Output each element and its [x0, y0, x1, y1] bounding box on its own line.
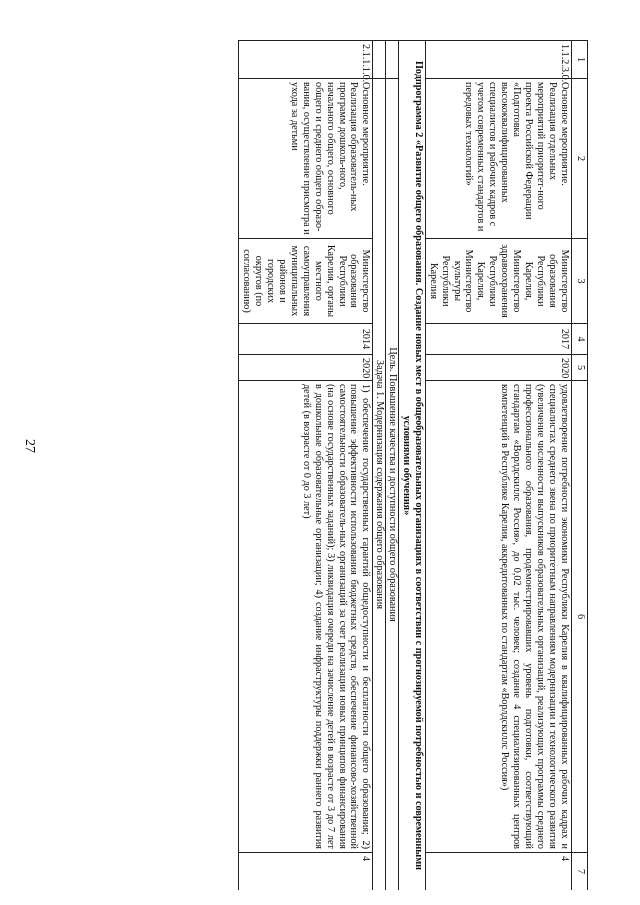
- row-measure-name: Основное мероприятие. Реализация отдельных мероприятий приоритет-ного проекта Российской Федерации «Подготовка высококвалифицированных специалистов и рабочих кадров с учетом современных стандартов и передовых технологий»: [425, 79, 571, 239]
- row-expected-result: удовлетворение потребности экономики Республики Карелия в квалифицированных рабочих кадрах и специалистах среднего звена по приоритетным направлениям модернизации и технологического развития (увеличение численности выпускников образовательных организаций, реализующих программы среднего профессионального образования, продемонстрировавших уровень подготовки, соответствующий стандартам «Ворлдскиллс Россия», до 0,02 тыс. человек; создание 4 специализированных центров компетенций в Республике Карелия, аккредитованных по стандартам «Ворлдскиллс Россия»): [425, 381, 571, 853]
- subprogram-row: [399, 41, 425, 891]
- row-executor: Министерство образования Республики Карелия, органы местного самоуправления муниципальных районов и городских округов (по согласованию): [239, 239, 373, 324]
- row-start-year: 2014: [239, 324, 373, 355]
- goal-title: Цель. Повышение качества и доступности общего образования: [386, 79, 399, 891]
- landscape-table-page: [60, 40, 588, 890]
- row-start-year: 2017: [425, 324, 571, 355]
- rotated-table-container: [60, 40, 588, 890]
- goal-row: [386, 41, 399, 891]
- row-code: 2.1.1.1.0.: [239, 41, 373, 79]
- row-end-year: 2020: [425, 355, 571, 381]
- header-col-7: 7: [572, 853, 588, 891]
- row-indicator-link: 4: [239, 853, 373, 891]
- header-col-3: 3: [572, 239, 588, 324]
- subprogram-title: Подпрограмма 2 «Развитие общего образования. Создание новых мест в общеобразовательных организациях в соответствии с прогнозируемой потребностью и современными условиями обучения»: [399, 41, 425, 891]
- task-title: Задача 1. Модернизация содержания общего образования: [373, 79, 386, 891]
- header-col-6: 6: [572, 381, 588, 853]
- row-measure-name: Основное мероприятие. Реализация образователь-ных программ дошколь-ного, начального общего, основного общего и среднего общего образо-вания, осуществление присмотра и ухода за детьми: [239, 79, 373, 239]
- header-col-4: 4: [572, 324, 588, 355]
- row-end-year: 2020: [239, 355, 373, 381]
- row-code: 1.1.2.3.0.: [425, 41, 571, 79]
- row-indicator-link: 4: [425, 853, 571, 891]
- row-expected-result: 1) обеспечение государственных гарантий общедоступности и бесплатности общего образования; 2) повышение эффективности использования бюджетных средств, обеспечение финансово-хозяйственной самостоятельности образователь-ных организаций за счет реализации новых принципов финансирования (на основе государственных заданий); 3) ликвидация очереди на зачисление детей в возрасте от 3 до 7 лет в дошкольные образовательные организации; 4) создание инфраструктуры поддержки раннего развития детей (в возрасте от 0 до 3 лет): [239, 381, 373, 853]
- header-col-5: 5: [572, 355, 588, 381]
- program-measures-table: [238, 40, 588, 890]
- header-row: [572, 41, 588, 891]
- table-row: [425, 41, 571, 891]
- header-col-2: 2: [572, 79, 588, 239]
- row-executor: Министерство образования Республики Карелия, Министерство здравоохранения Республики Карелия, Министерство культуры Республики Карелия: [425, 239, 571, 324]
- header-col-1: 1: [572, 41, 588, 79]
- table-row: [239, 41, 373, 891]
- task-row: [373, 41, 386, 891]
- page-number: 27: [22, 439, 37, 453]
